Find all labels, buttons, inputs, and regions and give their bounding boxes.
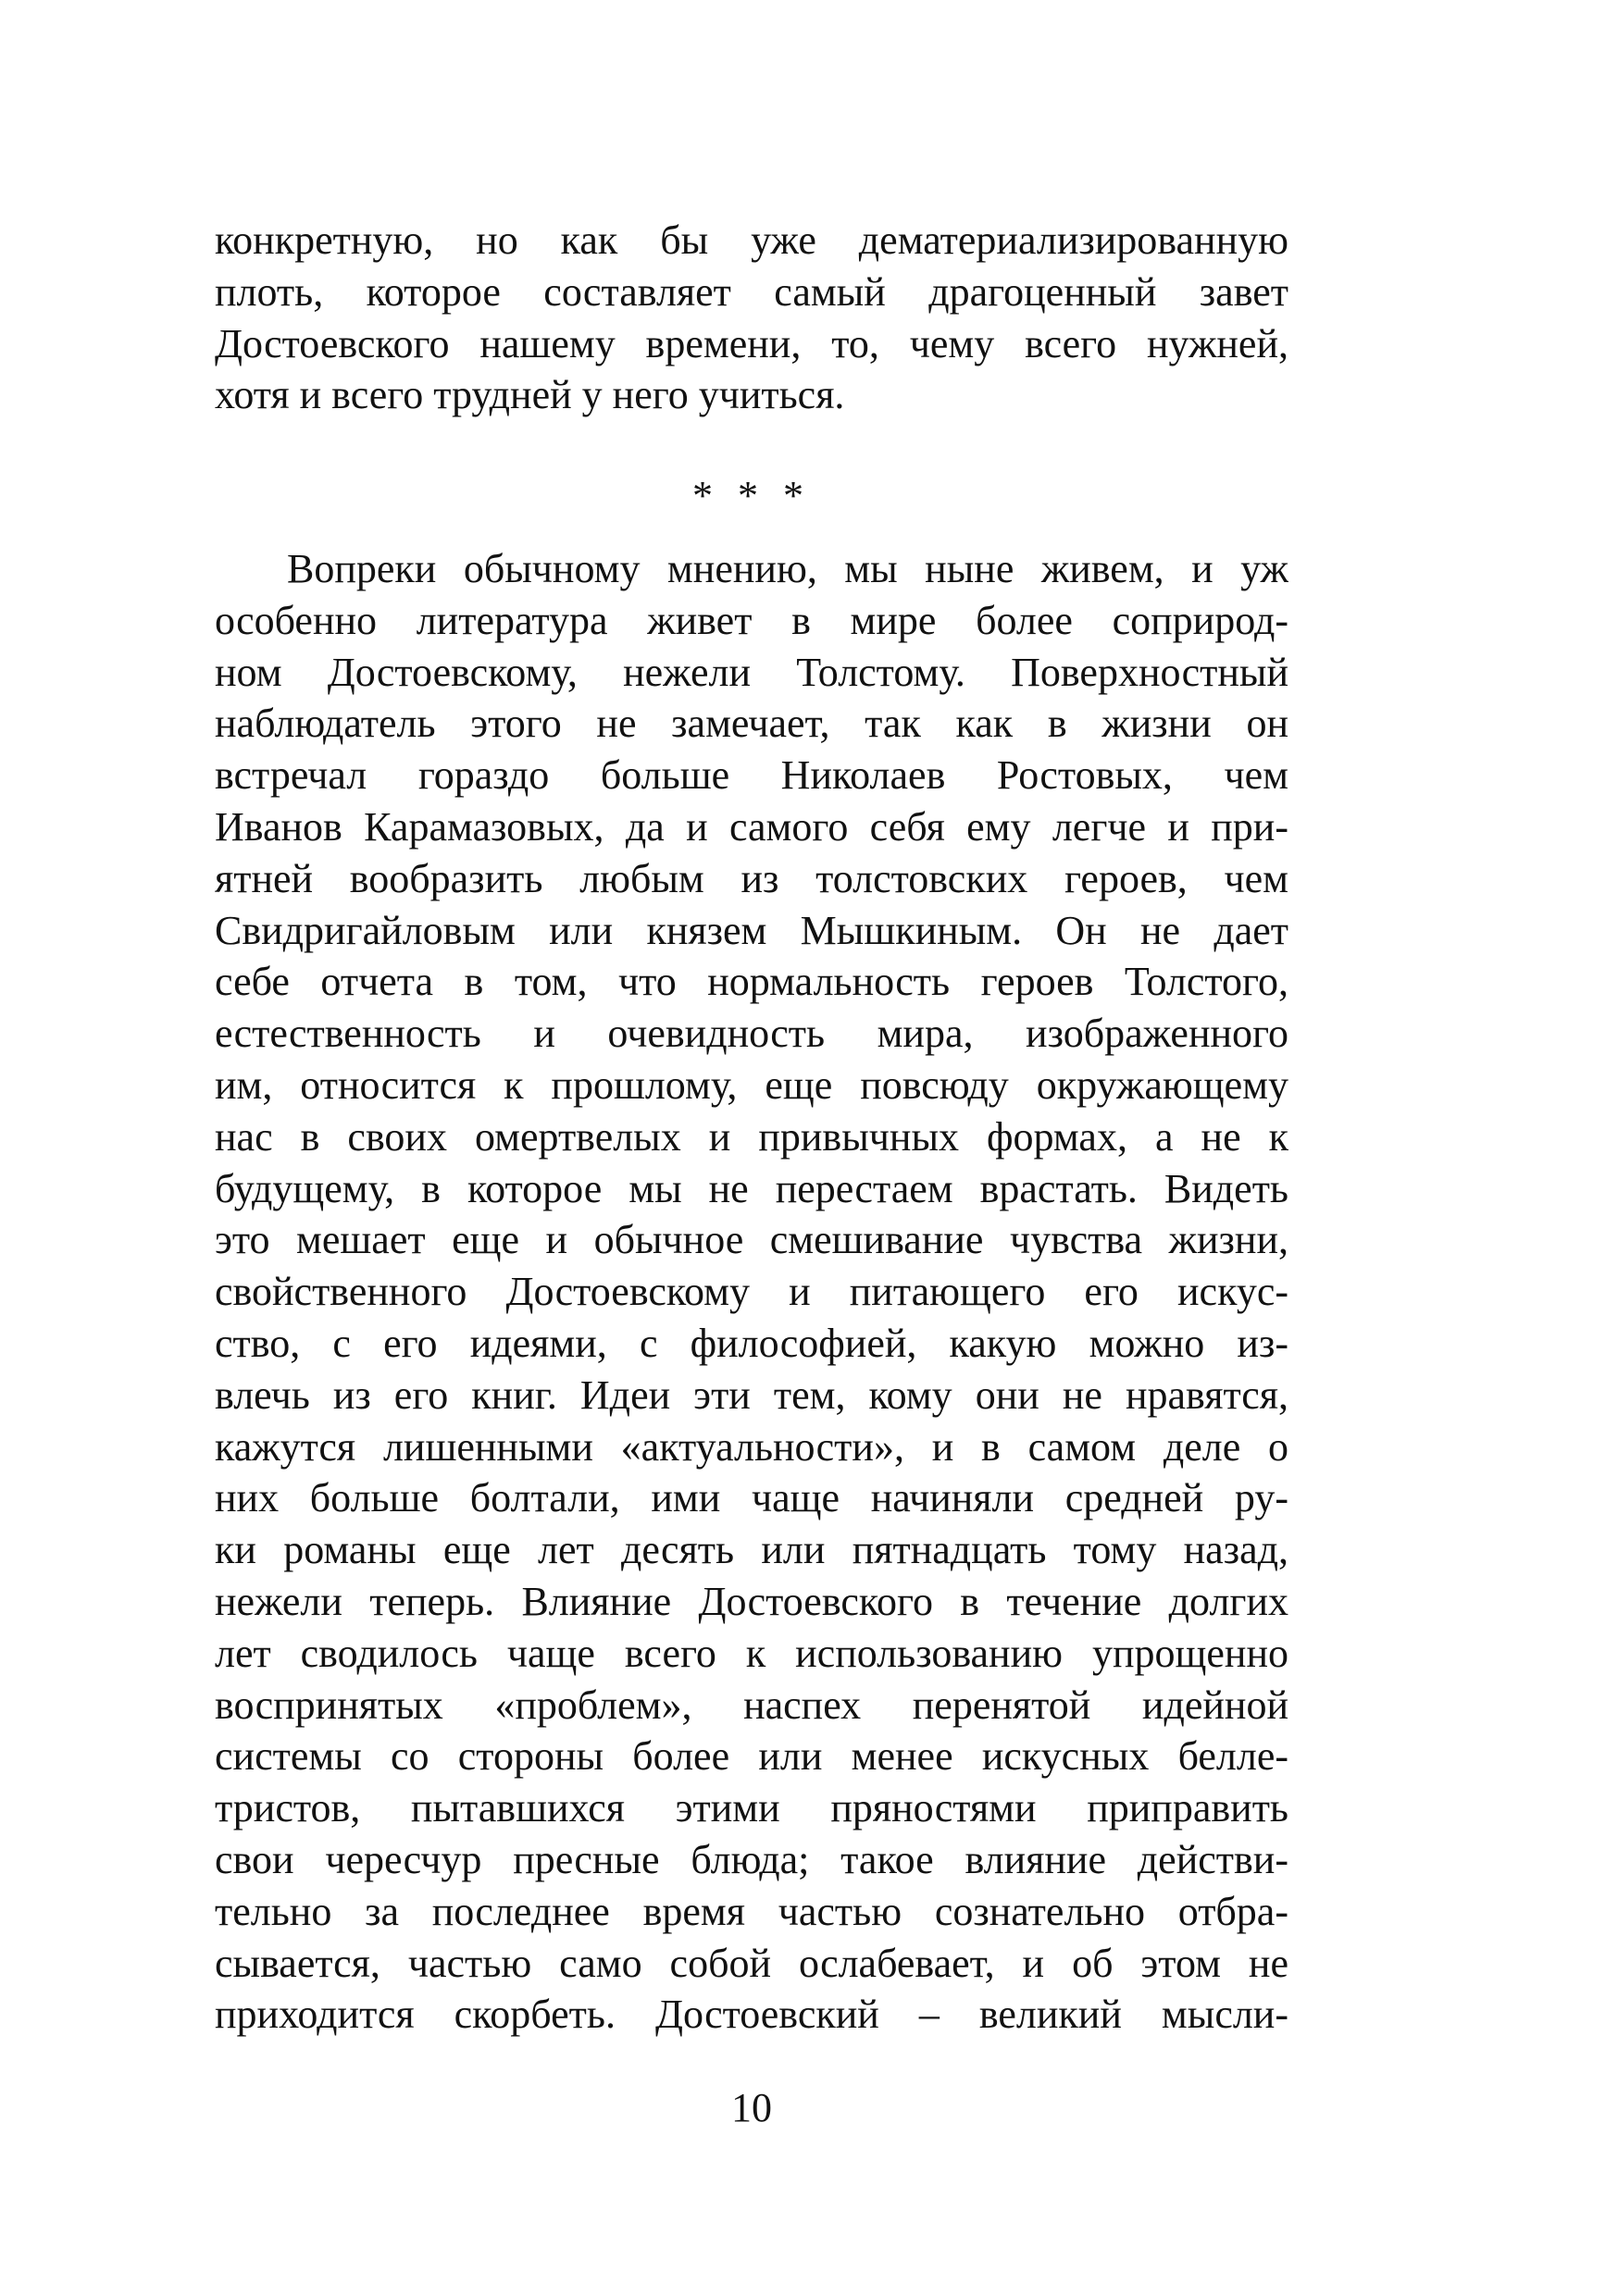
section-separator: * * *: [692, 473, 811, 518]
text-line: плоть, которое составляет самый драгоценный завет: [215, 268, 1288, 315]
text-line: тельно за последнее время частью сознательно отбра-: [215, 1888, 1288, 1934]
text-line: это мешает еще и обычное смешивание чувства жизни,: [215, 1217, 1288, 1263]
text-line: ном Достоевскому, нежели Толстому. Поверхностный: [215, 649, 1288, 695]
text-line: особенно литература живет в мире более соприрод-: [215, 597, 1288, 643]
text-line: сывается, частью само собой ослабевает, и об этом не: [215, 1940, 1288, 1986]
text-line: встречал гораздо больше Николаев Ростовых, чем: [215, 752, 1288, 799]
text-line: лет сводилось чаще всего к использованию упрощенно: [215, 1630, 1288, 1676]
text-line: системы со стороны более или менее искусных белле-: [215, 1733, 1288, 1780]
text-line: хотя и всего трудней у него учиться.: [215, 372, 845, 418]
page-number: 10: [731, 2085, 772, 2130]
intro-paragraph: [215, 215, 1288, 421]
text-line: себе отчета в том, что нормальность героев Толстого,: [215, 959, 1288, 1005]
text-line: нас в своих омертвелых и привычных формах, а не к: [215, 1113, 1288, 1160]
text-line: конкретную, но как бы уже дематериализированную: [215, 217, 1288, 263]
text-line: ки романы еще лет десять или пятнадцать тому назад,: [215, 1527, 1288, 1573]
text-line: тристов, пытавшихся этими пряностями приправить: [215, 1785, 1288, 1831]
text-line: свои чересчур пресные блюда; такое влияние действи-: [215, 1836, 1288, 1882]
text-line: кажутся лишенными «актуальности», и в самом деле о: [215, 1423, 1288, 1470]
text-line: естественность и очевидность мира, изображенного: [215, 1011, 1288, 1057]
text-line: воспринятых «проблем», наспех перенятой идейной: [215, 1682, 1288, 1728]
text-line: нежели теперь. Влияние Достоевского в течение долгих: [215, 1578, 1288, 1624]
main-paragraph: [215, 543, 1288, 2041]
text-line: будущему, в которое мы не перестаем врастать. Видеть: [215, 1165, 1288, 1211]
text-line: Иванов Карамазовых, да и самого себя ему легче и при-: [215, 803, 1288, 850]
text-line: ство, с его идеями, с философией, какую можно из-: [215, 1320, 1288, 1366]
text-line: Свидригайловым или князем Мышкиным. Он не дает: [215, 907, 1288, 953]
text-line: им, относится к прошлому, еще повсюду окружающему: [215, 1061, 1288, 1108]
text-line: ятней вообразить любым из толстовских героев, чем: [215, 855, 1288, 901]
text-line: них больше болтали, ими чаще начиняли средней ру-: [215, 1475, 1288, 1521]
text-line: влечь из его книг. Идеи эти тем, кому они не нравятся,: [215, 1371, 1288, 1418]
text-line: Достоевского нашему времени, то, чему всего нужней,: [215, 320, 1288, 366]
text-line: наблюдатель этого не замечает, так как в жизни он: [215, 701, 1288, 747]
text-line: Вопреки обычному мнению, мы ныне живем, и уж: [287, 546, 1288, 591]
text-line: свойственного Достоевскому и питающего его искус-: [215, 1269, 1288, 1315]
text-line: приходится скорбеть. Достоевский – великий мысли-: [215, 1992, 1288, 2038]
